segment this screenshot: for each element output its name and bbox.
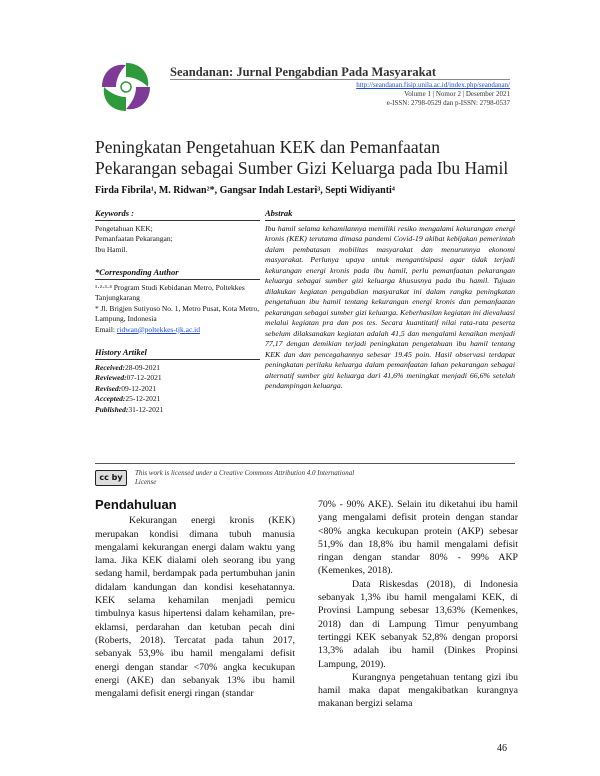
- keyword-item: Pemanfaatan Pekarangan;: [95, 234, 173, 243]
- journal-url-link[interactable]: http://seandanan.fisip.unila.ac.id/index.php/seandanan/: [356, 81, 510, 89]
- article-title: Peningkatan Pengetahuan KEK dan Pemanfaatan Pekarangan sebagai Sumber Gizi Keluarga pada Ibu Hamil: [95, 137, 509, 178]
- email-line: [95, 325, 260, 336]
- address: * Jl. Brigjen Sutiyoso No. 1, Metro Pusat, Kota Metro, Lampung, Indonesia: [95, 303, 260, 323]
- license-text: This work is licensed under a Creative Commons Attribution 4.0 International License: [135, 469, 355, 486]
- volume-line: Volume 1 | Nomor 2 | Desember 2021: [404, 90, 510, 98]
- history-label: Revised:: [95, 383, 122, 393]
- keyword-item: Pengetahuan KEK;: [95, 223, 153, 233]
- keyword-item: Ibu Hamil.: [95, 244, 128, 254]
- history-date: 31-12-2021: [128, 404, 164, 414]
- history-label: Received:: [95, 362, 125, 372]
- keywords-heading: Keywords :: [95, 208, 260, 221]
- history-row: [95, 384, 260, 395]
- article-info-column: [95, 208, 260, 425]
- history-heading: History Artikel: [95, 347, 260, 360]
- abstract-text: Ibu hamil selama kehamilannya memiliki resiko mengalami kekurangan energi kronis (KEK) terutama dimasa pandemi Covid-19 akibat kebijakan pemerintah dalam pembatasan mobilitas masyarakat dan menurunnya ekonomi masyarakat. Perlunya upaya untuk mengantisipasi agar tidak terjadi kekurangan energi kronis pada ibu hamil, perlu pemanfaatan pekarangan keluarga sebagai sumber gizi keluarga khususnya pada ibu hamil. Tujuan dilakukan kegiatan pengabdian masyarakat ini dalam rangka peningkatan pengetahuan ibu hamil tentang kekurangan energi kronis dan pemanfaatan pekarangan sebagai sumber gizi keluarga. Keberhasilan kegiatan ini dievaluasi melalui kegiatan pra dan pos tes. Secara kuantitatif nilai rata-rata peserta sebelum dilaksanakan kegiatan adalah 41,5 dan mengalami kenaikan menjadi 77,17 dengan demikian terjadi peningkatan pengetahuan ibu hamil tentang KEK dan dan pencegahannya sebesar 19.45 poin. Hasil observasi terdapat peningkatan perilaku keluarga dalam pemanfaatan lahan pekarangan sebagai alternatif sumber gizi keluarga dari 41,6% meningkat menjadi 66,6% setelah pendampingan keluarga.: [265, 223, 515, 390]
- section-heading: Pendahuluan: [95, 497, 177, 512]
- journal-meta: [170, 81, 510, 108]
- history-row: [95, 373, 260, 384]
- history-date: 09-12-2021: [121, 383, 157, 393]
- body-paragraph: Kekurangan energi kronis (KEK) merupakan kondisi dimana tubuh manusia mengalami kekurangan energi dalam waktu yang lama. Jika KEK dialami oleh seorang ibu yang sedang hamil, berdampak pada pertumbuhan janin didalam kandungan dan kondisi kesehatannya. KEK selama kehamilan menjadi pemicu timbulnya kasus hipertensi dalam kehamilan, pre-eklamsi, perdarahan dan ketuban pecah dini (Roberts, 2018). Tercatat pada tahun 2017, sebanyak 53,9% ibu hamil mengalami defisit energi dengan standar <70% angka kecukupan energi (AKE) dan sebanyak 13% ibu hamil mengalami defisit energi ringan (standar: [95, 515, 295, 700]
- header-rule: [170, 79, 510, 80]
- history-label: Published:: [95, 404, 129, 414]
- cc-by-badge[interactable]: cc by: [95, 470, 127, 486]
- keywords-block: [95, 208, 260, 255]
- history-row: [95, 363, 260, 374]
- history-label: Accepted:: [95, 394, 126, 403]
- body-paragraph: Kurangnya pengetahuan tentang gizi ibu hamil maka dapat mengakibatkan kurangnya makanan bergizi selama: [318, 671, 518, 710]
- affiliation: ¹·²·³·⁴ Program Studi Kebidanan Metro, Poltekkes Tanjungkarang: [95, 282, 245, 302]
- corresponding-heading: *Corresponding Author: [95, 267, 260, 280]
- body-column-left: [95, 498, 295, 700]
- history-row: [95, 405, 260, 416]
- body-paragraph: Data Riskesdas (2018), di Indonesia sebanyak 1,3% ibu hamil mengalami KEK, di Provinsi Lampung sebesar 13,63% (Kemenkes, 2018) dan di Lampung Timur penyumbang tertinggi KEK sebanyak 52,8% dengan proporsi 13,3% adalah ibu hamil (Dinkes Propinsi Lampung, 2019).: [318, 578, 518, 670]
- body-paragraph: 70% - 90% AKE). Selain itu diketahui ibu hamil yang mengalami defisit protein dengan standar <80% angka kecukupan protein (AKP) sebesar 51,9% dan 18,8% ibu hamil mengalami defisit ringan dengan standar 80% - 99% AKP (Kemenkes, 2018).: [318, 499, 518, 577]
- email-link[interactable]: ridwan@poltekkes-tjk.ac.id: [116, 324, 201, 334]
- body-column-right: [318, 498, 518, 711]
- journal-title: Seandanan: Jurnal Pengabdian Pada Masyarakat: [170, 65, 437, 79]
- page-number: 46: [497, 743, 507, 754]
- abstract-column: [265, 208, 515, 392]
- history-date: 07-12-2021: [126, 373, 162, 382]
- email-label: Email:: [95, 324, 115, 334]
- author-list: Firda Fibrila¹, M. Ridwan²*, Gangsar Indah Lestari³, Septi Widiyanti⁴: [95, 185, 395, 196]
- history-date: 28-09-2021: [124, 362, 160, 372]
- history-label: Reviewed:: [95, 373, 127, 382]
- history-date: 25-12-2021: [125, 394, 161, 403]
- corresponding-block: [95, 267, 260, 335]
- issn-line: e-ISSN: 2798-0529 dan p-ISSN: 2798-0537: [386, 99, 510, 107]
- history-block: [95, 347, 260, 415]
- history-row: [95, 394, 260, 405]
- license-rule: [95, 463, 515, 464]
- journal-logo: [95, 56, 157, 118]
- abstract-heading: Abstrak: [265, 208, 515, 221]
